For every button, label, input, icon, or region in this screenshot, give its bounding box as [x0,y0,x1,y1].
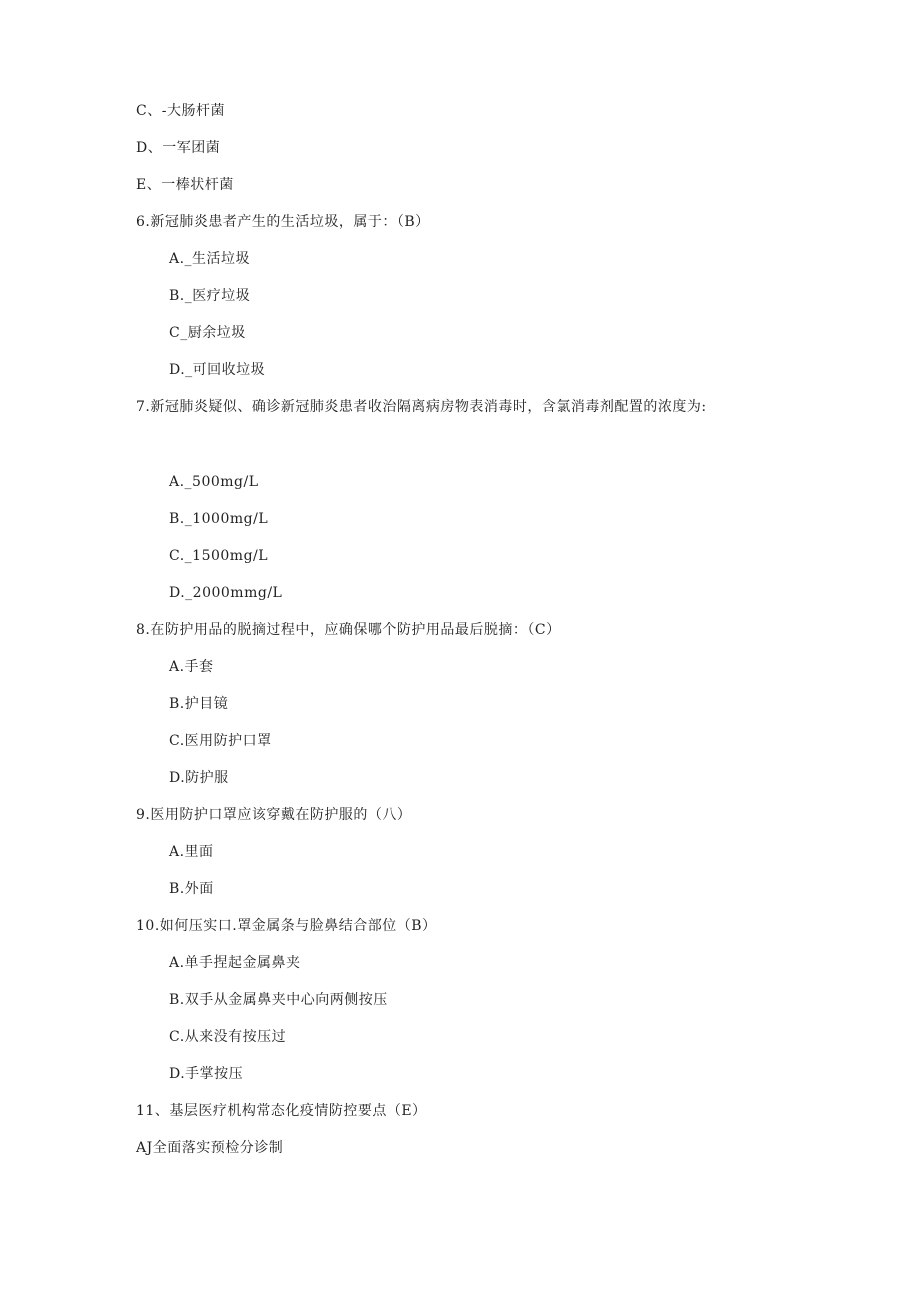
option-c-q5: C、-大肠杆菌 [136,103,225,119]
question-8: 8.在防护用品的脱摘过程中，应确保哪个防护用品最后脱摘：（C） [136,622,561,638]
option-a-q7: A._500mg/L [169,474,259,490]
option-c-q7: C._1500mg/L [169,548,269,564]
option-b-q9: B.外面 [169,881,214,897]
question-6: 6.新冠肺炎患者产生的生活垃圾，属于：（B） [136,214,430,230]
option-d-q5: D、一军团菌 [136,140,221,156]
option-d-q7: D._2000mmg/L [169,585,283,601]
question-11: 11、基层医疗机构常态化疫情防控要点（E） [136,1103,427,1119]
option-b-q6: B._医疗垃圾 [169,288,251,304]
option-a-q6: A._生活垃圾 [169,251,251,267]
option-a-q9: A.里面 [169,844,214,860]
question-9: 9.医用防护口罩应该穿戴在防护服的（八） [136,807,412,823]
option-c-q8: C.医用防护口罩 [169,733,272,749]
option-b-q7: B._1000mg/L [169,511,269,527]
question-10: 10.如何压实口.罩金属条与脸鼻结合部位（B） [136,918,437,934]
option-d-q6: D._可回收垃圾 [169,362,266,378]
option-d-q8: D.防护服 [169,770,229,786]
option-c-q10: C.从来没有按压过 [169,1029,287,1045]
option-e-q5: E、一棒状杆菌 [136,177,234,193]
question-7: 7.新冠肺炎疑似、确诊新冠肺炎患者收治隔离病房物表消毒时，含氯消毒剂配置的浓度为: [136,399,707,415]
option-d-q10: D.手掌按压 [169,1066,244,1082]
option-a-q8: A.手套 [169,659,214,675]
option-c-q6: C_厨余垃圾 [169,325,246,341]
option-a-q10: A.单手捏起金属鼻夹 [169,955,301,971]
option-b-q10: B.双手从金属鼻夹中心向两侧按压 [169,992,388,1008]
option-b-q8: B.护目镜 [169,696,229,712]
option-a-q11: AJ全面落实预检分诊制 [136,1140,284,1156]
